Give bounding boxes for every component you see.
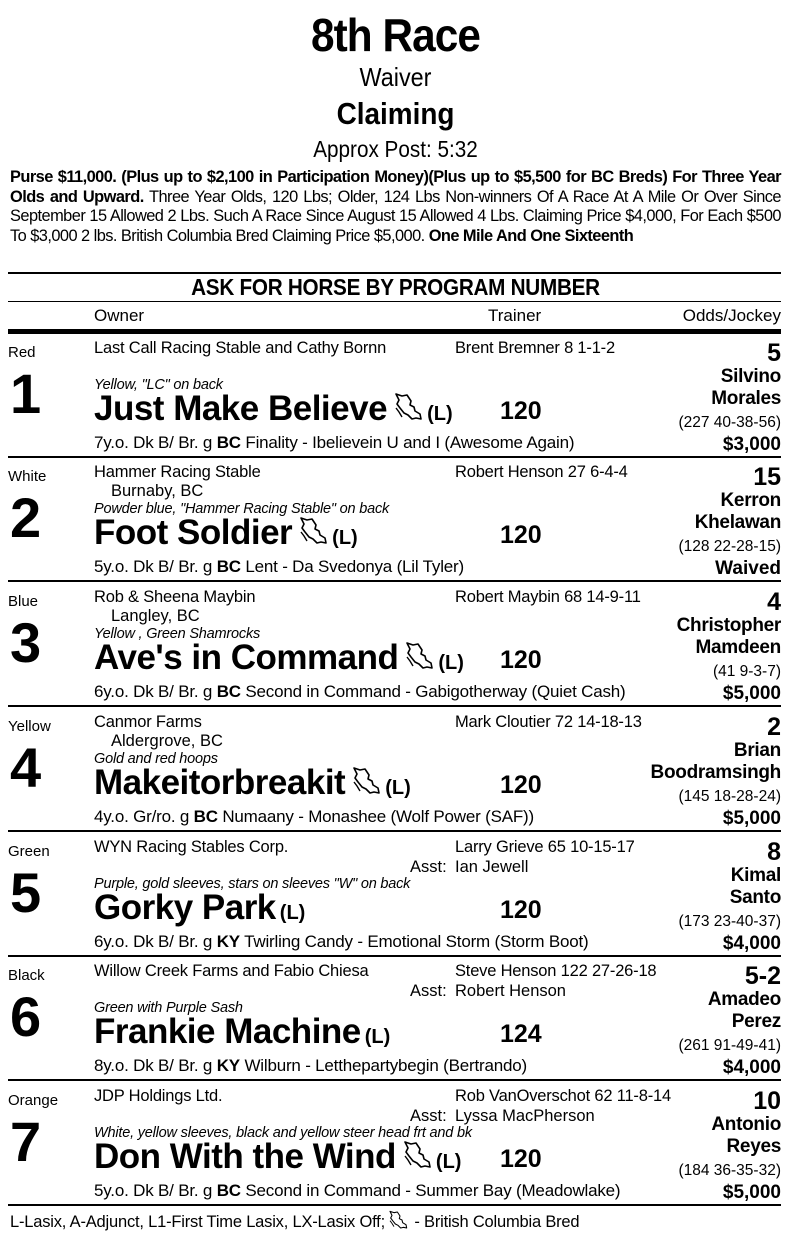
horse-name: Makeitorbreakit — [94, 763, 346, 802]
conditions-body: Three Year Olds, 120 Lbs; Older, 124 Lbs Non-winners Of A Race At A Mile Or Over Since September 15 Allowed 2 Lbs. Such A Race Since August 15 Allowed 4 Lbs. Claiming Price $4,000, For Each $500 To $3,000 2 lbs. British Columbia Bred Claiming Price $5,000. — [10, 187, 781, 245]
sire-dam: Wilburn - Letthepartybegin (Bertrando) — [239, 1056, 527, 1075]
bc-bred-icon — [402, 1139, 432, 1169]
owner-name: Hammer Racing Stable — [94, 463, 261, 481]
weight: 120 — [500, 397, 542, 425]
horse-name: Gorky Park — [94, 888, 276, 927]
morning-line-odds: 2 — [767, 713, 781, 741]
horse-name: Ave's in Command — [94, 638, 399, 677]
claiming-price: $4,000 — [722, 933, 781, 954]
trainer-name: Rob VanOverschot 62 11-8-14 — [455, 1087, 671, 1105]
medication: (L) — [435, 1151, 462, 1173]
entry-row — [0, 1082, 791, 1206]
owner-name: Last Call Racing Stable and Cathy Bornn — [94, 339, 387, 357]
sire-dam: Numaany - Monashee (Wolf Power (SAF)) — [217, 807, 534, 826]
pedigree — [94, 1181, 620, 1201]
divider — [8, 1079, 781, 1081]
morning-line-odds: 8 — [767, 838, 781, 866]
trainer-name: Steve Henson 122 27-26-18 — [455, 962, 657, 980]
divider — [8, 705, 781, 707]
bc-bred-icon — [393, 391, 423, 421]
medication: (L) — [427, 403, 453, 425]
program-number: 1 — [10, 362, 42, 425]
sire-dam: Second in Command - Summer Bay (Meadowlake) — [240, 1181, 621, 1200]
bred-location: BC — [216, 682, 241, 701]
claiming-price: $4,000 — [722, 1057, 781, 1078]
jockey-first-name: Kerron — [720, 490, 781, 511]
saddle-cloth-color: Orange — [8, 1092, 59, 1109]
ask-for-horse-banner: ASK FOR HORSE BY PROGRAM NUMBER — [191, 274, 600, 300]
race-type-waiver: Waiver — [359, 62, 432, 92]
assistant-label: Asst: — [410, 858, 447, 876]
horse-name: Don With the Wind — [94, 1137, 396, 1176]
medication: (L) — [332, 527, 358, 549]
saddle-cloth-color: White — [8, 468, 47, 485]
owner-name: WYN Racing Stables Corp. — [94, 838, 289, 856]
bc-bred-icon — [298, 515, 328, 545]
conditions-distance: One Mile And One Sixteenth — [424, 226, 634, 245]
legend-text: L-Lasix, A-Adjunct, L1-First Time Lasix, LX-Lasix Off; — [10, 1213, 385, 1231]
saddle-cloth-color: Blue — [8, 593, 39, 610]
medication: (L) — [364, 1026, 391, 1048]
bc-bred-icon — [351, 765, 381, 795]
weight: 120 — [500, 646, 542, 674]
owner-location: Burnaby, BC — [111, 482, 204, 500]
jockey-last-name: Boodramsingh — [650, 762, 781, 783]
jockey-stats: (227 40-38-56) — [678, 414, 781, 431]
horse-name: Just Make Believe — [94, 389, 388, 428]
claiming-price: $5,000 — [722, 808, 781, 829]
conditions-purse: Purse $11,000. (Plus up to $2,100 in Participation Money)(Plus up to $5,500 for BC Breds) For Three Year Olds and Upward. — [10, 168, 781, 206]
trainer-name: Robert Maybin 68 14-9-11 — [455, 588, 641, 606]
jockey-stats: (173 23-40-37) — [678, 913, 781, 930]
morning-line-odds: 4 — [767, 588, 781, 616]
jockey-last-name: Santo — [729, 887, 781, 908]
assistant-label: Asst: — [410, 982, 447, 1000]
jockey-stats: (261 91-49-41) — [678, 1037, 781, 1054]
program-number: 7 — [10, 1110, 42, 1173]
age-color-sex: 8y.o. Dk B/ Br. g — [94, 1056, 217, 1075]
weight: 120 — [500, 896, 542, 924]
trainer-name: Mark Cloutier 72 14-18-13 — [455, 713, 642, 731]
bred-location: BC — [216, 1181, 241, 1200]
horse-name-line — [94, 389, 453, 429]
legend-footer — [10, 1210, 579, 1232]
medication: (L) — [385, 777, 411, 799]
age-color-sex: 4y.o. Gr/ro. g — [94, 807, 194, 826]
jockey-first-name: Amadeo — [707, 989, 781, 1010]
claiming-price: Waived — [715, 558, 781, 579]
bc-bred-icon — [404, 640, 434, 670]
divider — [8, 1204, 781, 1206]
pedigree — [94, 682, 625, 702]
horse-name-line — [94, 763, 411, 803]
pedigree — [94, 1056, 527, 1076]
bc-bred-icon — [388, 1210, 408, 1230]
column-owner: Owner — [94, 306, 145, 325]
assistant-label: Asst: — [410, 1107, 447, 1125]
saddle-cloth-color: Yellow — [8, 718, 51, 735]
horse-name: Frankie Machine — [94, 1012, 361, 1051]
medication: (L) — [438, 652, 464, 674]
column-odds-jockey: Odds/Jockey — [682, 306, 781, 325]
column-trainer: Trainer — [488, 306, 542, 325]
morning-line-odds: 5-2 — [744, 962, 781, 990]
jockey-last-name: Morales — [711, 388, 781, 409]
program-number: 3 — [10, 611, 42, 674]
pedigree — [94, 807, 534, 827]
medication: (L) — [279, 902, 306, 924]
age-color-sex: 6y.o. Dk B/ Br. g — [94, 932, 217, 951]
silks-description: Yellow, "LC" on back — [94, 377, 223, 393]
program-number: 5 — [10, 861, 42, 924]
saddle-cloth-color: Red — [8, 344, 36, 361]
jockey-first-name: Kimal — [730, 865, 781, 886]
weight: 120 — [500, 771, 542, 799]
weight: 120 — [500, 1145, 542, 1173]
morning-line-odds: 5 — [767, 339, 781, 367]
assistant-trainer: Ian Jewell — [455, 858, 529, 876]
program-number: 4 — [10, 736, 42, 799]
horse-name: Foot Soldier — [94, 513, 293, 552]
jockey-last-name: Khelawan — [694, 512, 781, 533]
divider — [8, 580, 781, 582]
entry-row — [0, 833, 791, 957]
legend-bc-text: - British Columbia Bred — [409, 1213, 580, 1231]
horse-name-line — [94, 888, 305, 928]
horse-name-line — [94, 638, 464, 678]
sire-dam: Twirling Candy - Emotional Storm (Storm Boot) — [239, 932, 589, 951]
silks-description: Powder blue, "Hammer Racing Stable" on back — [94, 501, 390, 517]
owner-location: Langley, BC — [111, 607, 200, 625]
silks-description: Purple, gold sleeves, stars on sleeves "W" on back — [94, 876, 411, 892]
sire-dam: Second in Command - Gabigotherway (Quiet Cash) — [240, 682, 626, 701]
pedigree — [94, 932, 588, 952]
jockey-last-name: Mamdeen — [695, 637, 781, 658]
owner-name: Rob & Sheena Maybin — [94, 588, 256, 606]
race-conditions — [10, 168, 781, 246]
jockey-first-name: Antonio — [711, 1114, 781, 1135]
owner-location: Aldergrove, BC — [111, 732, 223, 750]
silks-description: Yellow , Green Shamrocks — [94, 626, 261, 642]
claiming-price: $5,000 — [722, 683, 781, 704]
bred-location: KY — [216, 1056, 240, 1075]
silks-description: Gold and red hoops — [94, 751, 218, 767]
entry-row — [0, 334, 791, 458]
assistant-trainer: Lyssa MacPherson — [455, 1107, 595, 1125]
assistant-trainer: Robert Henson — [455, 982, 566, 1000]
trainer-name: Brent Bremner 8 1-1-2 — [455, 339, 615, 357]
horse-name-line — [94, 513, 358, 553]
weight: 124 — [500, 1020, 542, 1048]
race-title: 8th Race — [310, 9, 481, 61]
entry-row — [0, 583, 791, 707]
claiming-price: $5,000 — [722, 1182, 781, 1203]
divider — [8, 830, 781, 832]
bred-location: BC — [193, 807, 218, 826]
silks-description: White, yellow sleeves, black and yellow steer head frt and bk — [94, 1125, 472, 1141]
morning-line-odds: 10 — [753, 1087, 781, 1115]
horse-name-line — [94, 1137, 461, 1177]
jockey-stats: (128 22-28-15) — [678, 538, 781, 555]
race-type-claiming: Claiming — [336, 96, 455, 131]
entry-row — [0, 708, 791, 832]
pedigree — [94, 433, 574, 453]
bred-location: KY — [216, 932, 240, 951]
age-color-sex: 6y.o. Dk B/ Br. g — [94, 682, 217, 701]
bred-location: BC — [216, 557, 241, 576]
age-color-sex: 5y.o. Dk B/ Br. g — [94, 1181, 217, 1200]
horse-name-line — [94, 1012, 390, 1052]
sire-dam: Finality - Ibelievein U and I (Awesome Again) — [240, 433, 575, 452]
pedigree — [94, 557, 464, 577]
owner-name: Canmor Farms — [94, 713, 202, 731]
entry-row — [0, 957, 791, 1081]
trainer-name: Robert Henson 27 6-4-4 — [455, 463, 628, 481]
morning-line-odds: 15 — [753, 463, 781, 491]
owner-name: JDP Holdings Ltd. — [94, 1087, 223, 1105]
approx-post-time: Approx Post: 5:32 — [313, 136, 478, 162]
jockey-first-name: Brian — [733, 740, 781, 761]
age-color-sex: 5y.o. Dk B/ Br. g — [94, 557, 217, 576]
silks-description: Green with Purple Sash — [94, 1000, 243, 1016]
trainer-name: Larry Grieve 65 10-15-17 — [455, 838, 635, 856]
bred-location: BC — [216, 433, 241, 452]
jockey-stats: (41 9-3-7) — [712, 663, 781, 680]
owner-name: Willow Creek Farms and Fabio Chiesa — [94, 962, 369, 980]
claiming-price: $3,000 — [722, 434, 781, 455]
jockey-first-name: Christopher — [676, 615, 781, 636]
jockey-stats: (184 36-35-32) — [678, 1162, 781, 1179]
entry-row — [0, 458, 791, 582]
jockey-first-name: Silvino — [720, 366, 781, 387]
jockey-stats: (145 18-28-24) — [678, 788, 781, 805]
weight: 120 — [500, 521, 542, 549]
divider — [8, 301, 781, 302]
jockey-last-name: Perez — [731, 1011, 781, 1032]
sire-dam: Lent - Da Svedonya (Lil Tyler) — [240, 557, 464, 576]
saddle-cloth-color: Black — [8, 967, 45, 984]
program-number: 2 — [10, 486, 42, 549]
jockey-last-name: Reyes — [726, 1136, 781, 1157]
program-number: 6 — [10, 985, 42, 1048]
saddle-cloth-color: Green — [8, 843, 50, 860]
age-color-sex: 7y.o. Dk B/ Br. g — [94, 433, 217, 452]
